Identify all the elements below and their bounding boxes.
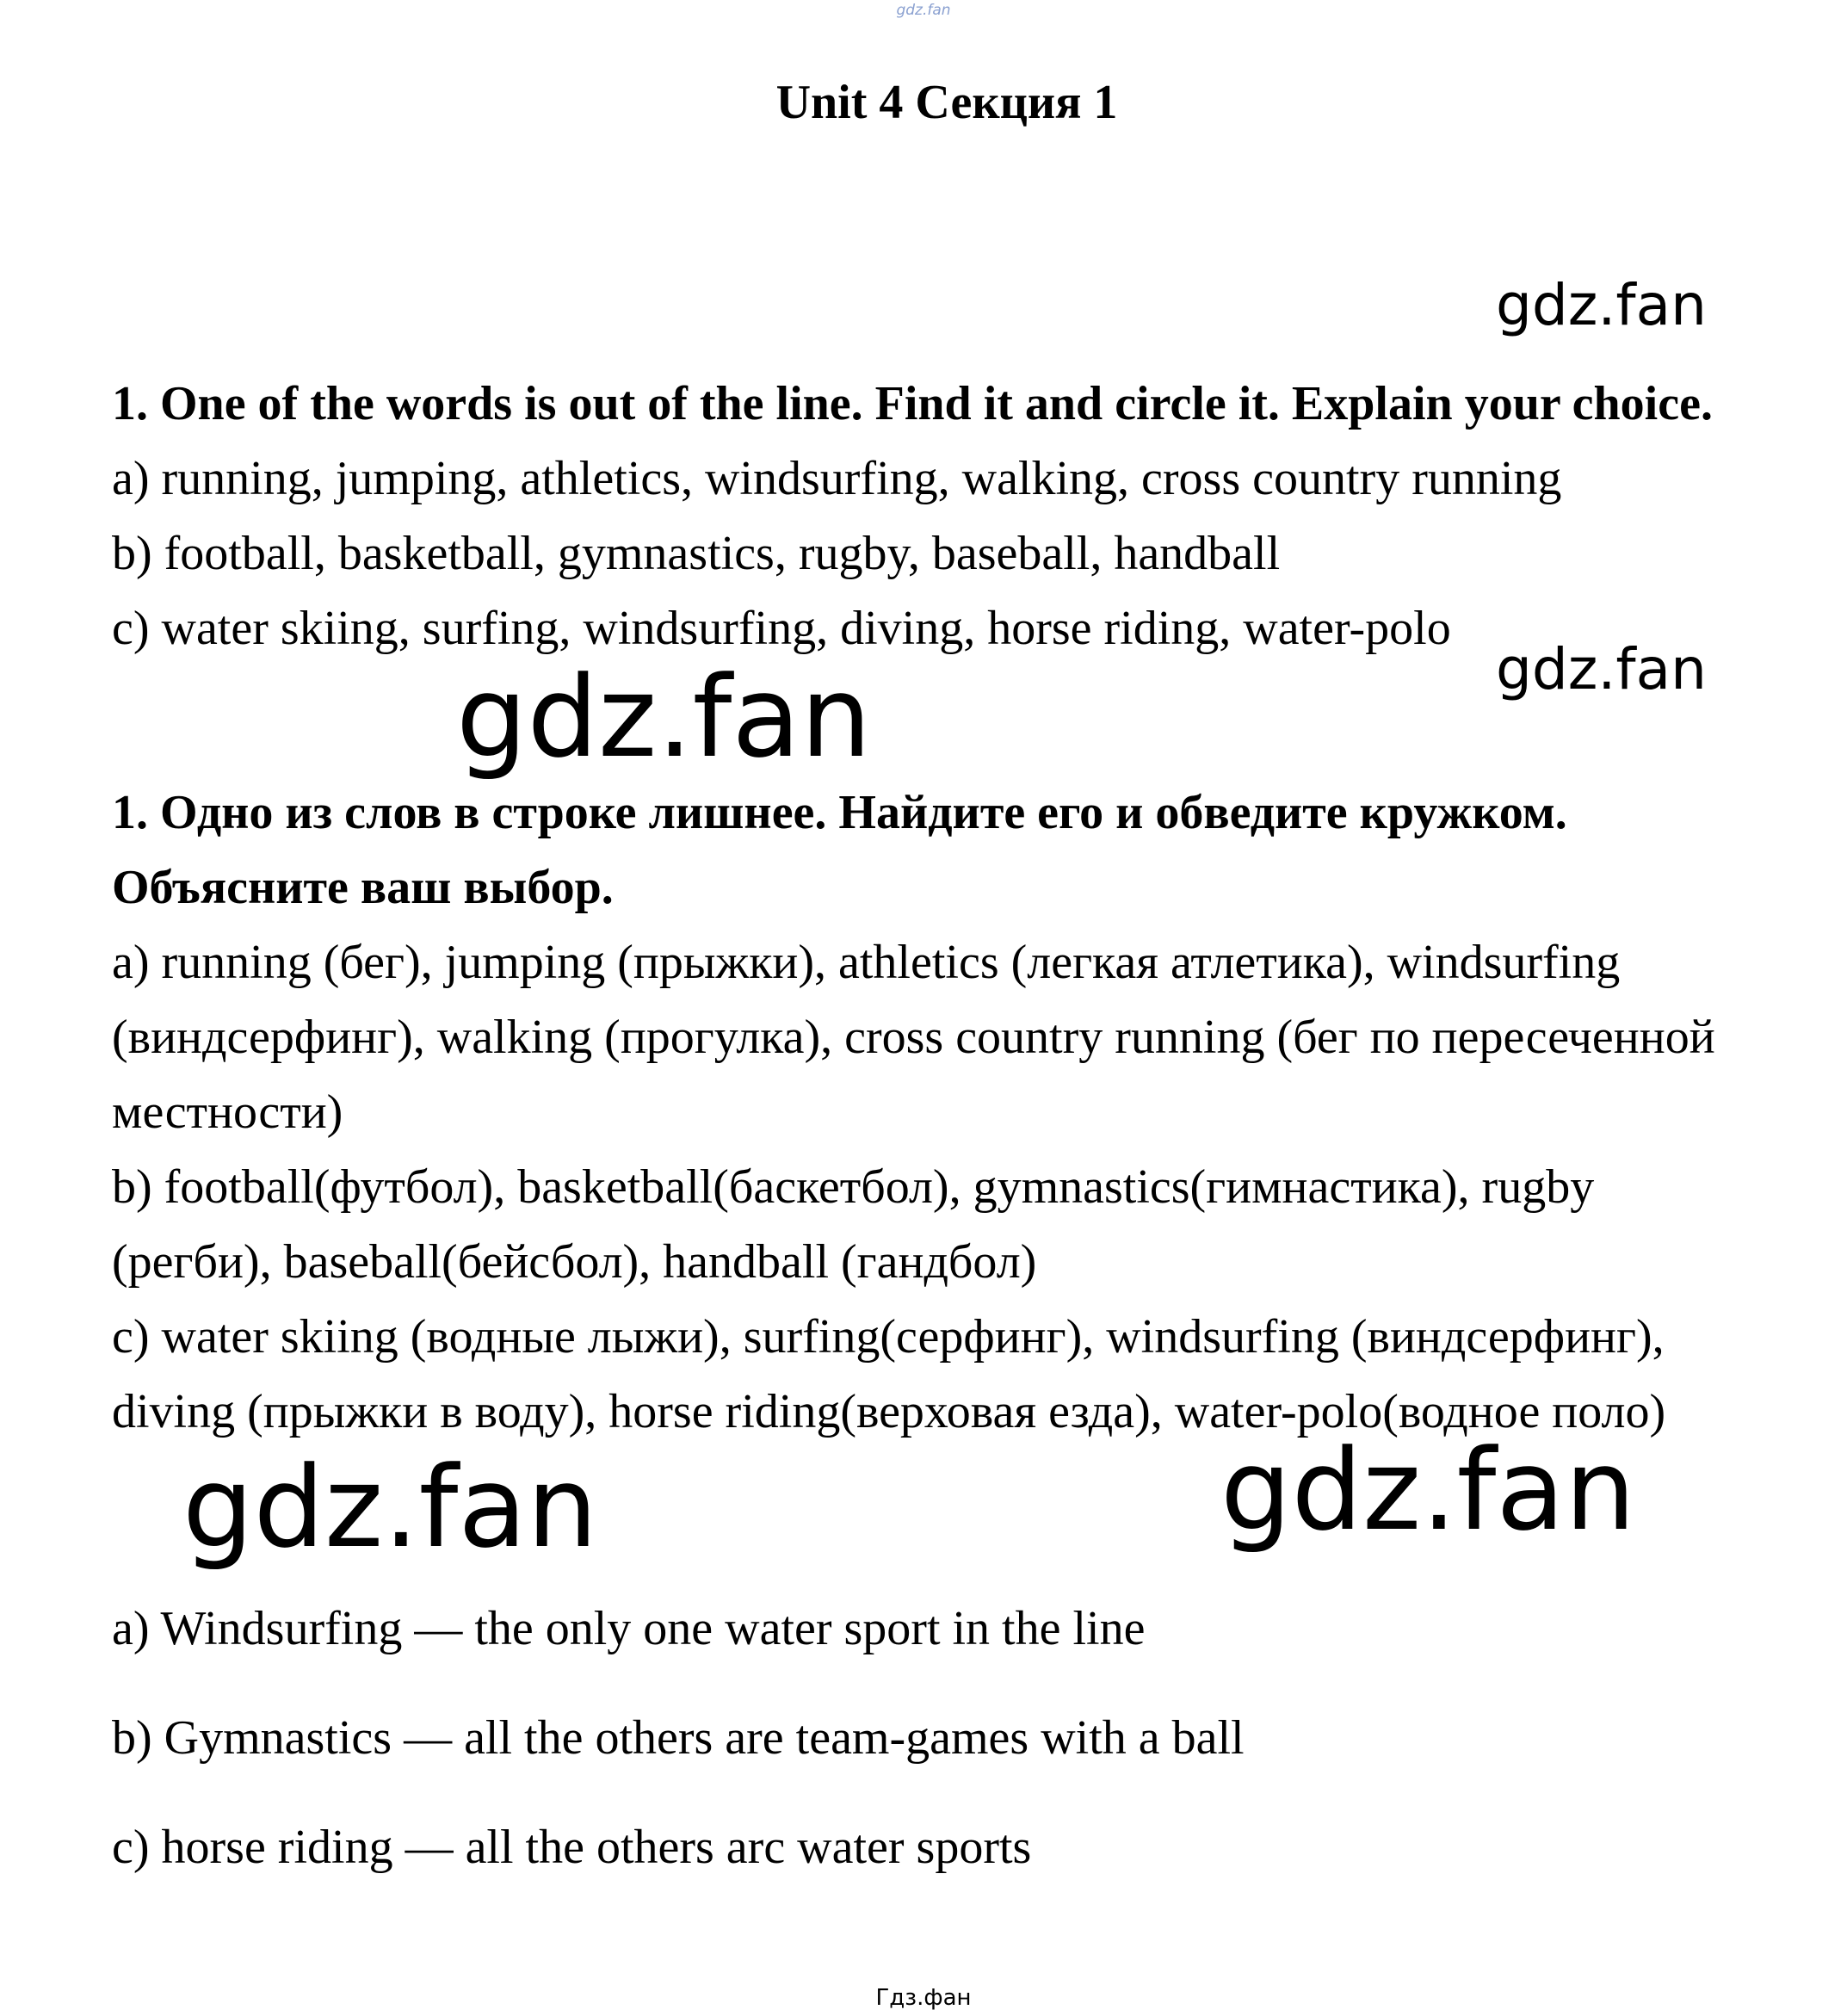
task-ru-heading-line-1: 1. Одно из слов в строке лишнее. Найдите его и обведите кружком. xyxy=(112,786,1567,839)
watermark: gdz.fan xyxy=(456,652,872,782)
answer-c: c) horse riding — all the others arc water sports xyxy=(112,1821,1032,1874)
answer-b: b) Gymnastics — all the others are team-games with a ball xyxy=(112,1711,1245,1765)
task-en-item-c: c) water skiing, surfing, windsurfing, diving, horse riding, water-polo xyxy=(112,602,1451,655)
watermark: gdz.fan xyxy=(1220,1425,1636,1555)
watermark: gdz.fan xyxy=(1496,272,1707,338)
watermark: gdz.fan xyxy=(1496,636,1707,702)
task-ru-heading-line-2: Объясните ваш выбор. xyxy=(112,861,614,914)
task-en-item-a: a) running, jumping, athletics, windsurfing, walking, cross country running xyxy=(112,452,1562,505)
answer-a: a) Windsurfing — the only one water sport in the line xyxy=(112,1602,1146,1655)
task-ru-line-7: diving (прыжки в воду), horse riding(верховая езда), water-polo(водное поло) xyxy=(112,1385,1666,1438)
task-ru-line-1: a) running (бег), jumping (прыжки), athletics (легкая атлетика), windsurfing xyxy=(112,936,1621,989)
top-watermark: gdz.fan xyxy=(896,2,951,19)
task-ru-line-6: c) water skiing (водные лыжи), surfing(серфинг), windsurfing (виндсерфинг), xyxy=(112,1310,1665,1364)
task-en-item-b: b) football, basketball, gymnastics, rugby, baseball, handball xyxy=(112,527,1281,580)
task-ru-line-2: (виндсерфинг), walking (прогулка), cross country running (бег по пересеченной xyxy=(112,1011,1715,1064)
page-title: Unit 4 Секция 1 xyxy=(775,76,1118,129)
footer-mark: Гдз.фан xyxy=(875,1985,972,2011)
task-ru-line-3: местности) xyxy=(112,1085,343,1139)
task-en-heading: 1. One of the words is out of the line. Find it and circle it. Explain your choice. xyxy=(112,377,1713,430)
task-ru-line-4: b) football(футбол), basketball(баскетбол), gymnastics(гимнастика), rugby xyxy=(112,1160,1595,1214)
watermark: gdz.fan xyxy=(182,1442,598,1573)
task-ru-line-5: (регби), baseball(бейсбол), handball (гандбол) xyxy=(112,1235,1037,1289)
